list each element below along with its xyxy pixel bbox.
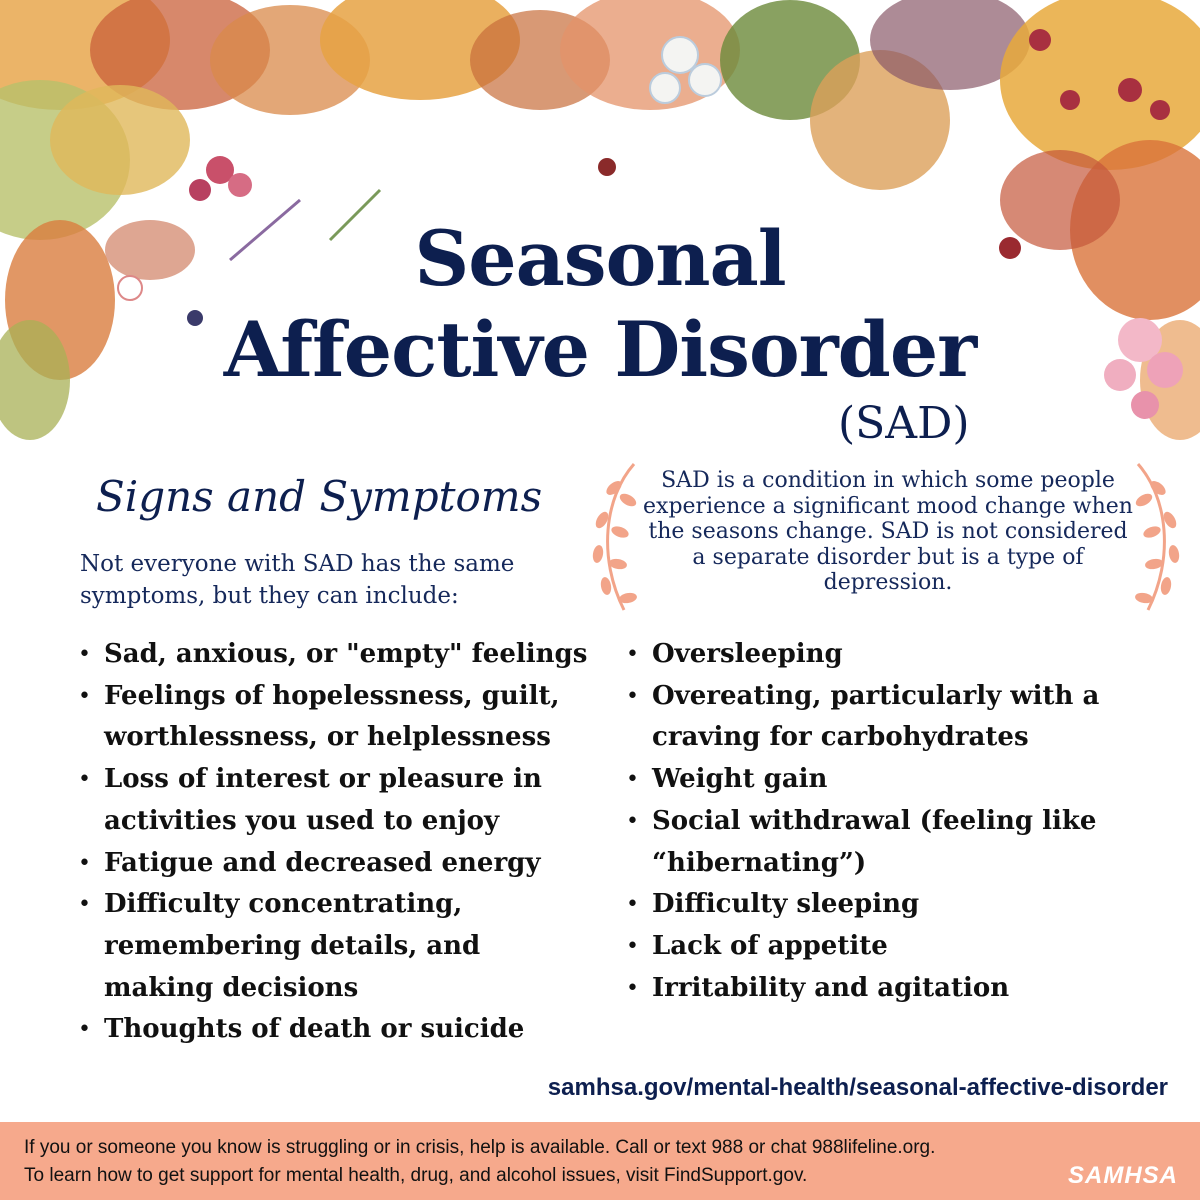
footer-line-2: To learn how to get support for mental health, drug, and alcohol issues, visit FindSupport.gov. bbox=[24, 1165, 808, 1186]
samhsa-sad-link[interactable]: samhsa.gov/mental-health/seasonal-affective-disorder bbox=[547, 1074, 1168, 1101]
list-item: • Loss of interest or pleasure in activities you used to enjoy bbox=[78, 759, 598, 842]
list-item: • Lack of appetite bbox=[626, 926, 1146, 968]
list-item: • Difficulty sleeping bbox=[626, 884, 1146, 926]
list-item: • Oversleeping bbox=[626, 634, 1146, 676]
sad-definition-text: SAD is a condition in which some people experience a significant mood change when the seasons change. SAD is not considered a separate disorder but is a type of depression. bbox=[643, 468, 1133, 595]
signs-and-symptoms-heading: Signs and Symptoms bbox=[96, 472, 543, 521]
list-item: • Social withdrawal (feeling like “hibernating”) bbox=[626, 801, 1146, 884]
crisis-footer bbox=[0, 1122, 1200, 1200]
symptoms-list-left bbox=[78, 634, 598, 1051]
laurel-left-icon bbox=[584, 458, 646, 616]
list-item: • Weight gain bbox=[626, 759, 1146, 801]
list-item: • Feelings of hopelessness, guilt, worthlessness, or helplessness bbox=[78, 676, 598, 759]
title-line-2: Affective Disorder bbox=[223, 305, 977, 394]
list-item: • Thoughts of death or suicide bbox=[78, 1009, 598, 1051]
list-item: • Fatigue and decreased energy bbox=[78, 843, 598, 885]
title-abbreviation: (SAD) bbox=[838, 398, 970, 449]
list-item: • Sad, anxious, or "empty" feelings bbox=[78, 634, 598, 676]
footer-text bbox=[24, 1134, 935, 1190]
symptoms-list-right bbox=[626, 634, 1146, 1009]
footer-line-1: If you or someone you know is struggling or in crisis, help is available. Call or text 988 or chat 988lifeline.org. bbox=[24, 1137, 936, 1158]
title-line-1: Seasonal bbox=[414, 214, 786, 303]
signs-intro-text: Not everyone with SAD has the same symptoms, but they can include: bbox=[80, 551, 515, 609]
samhsa-logo: SAMHSA bbox=[1067, 1162, 1178, 1189]
list-item: • Irritability and agitation bbox=[626, 968, 1146, 1010]
list-item: • Difficulty concentrating, remembering details, and making decisions bbox=[78, 884, 598, 1009]
list-item: • Overeating, particularly with a craving for carbohydrates bbox=[626, 676, 1146, 759]
